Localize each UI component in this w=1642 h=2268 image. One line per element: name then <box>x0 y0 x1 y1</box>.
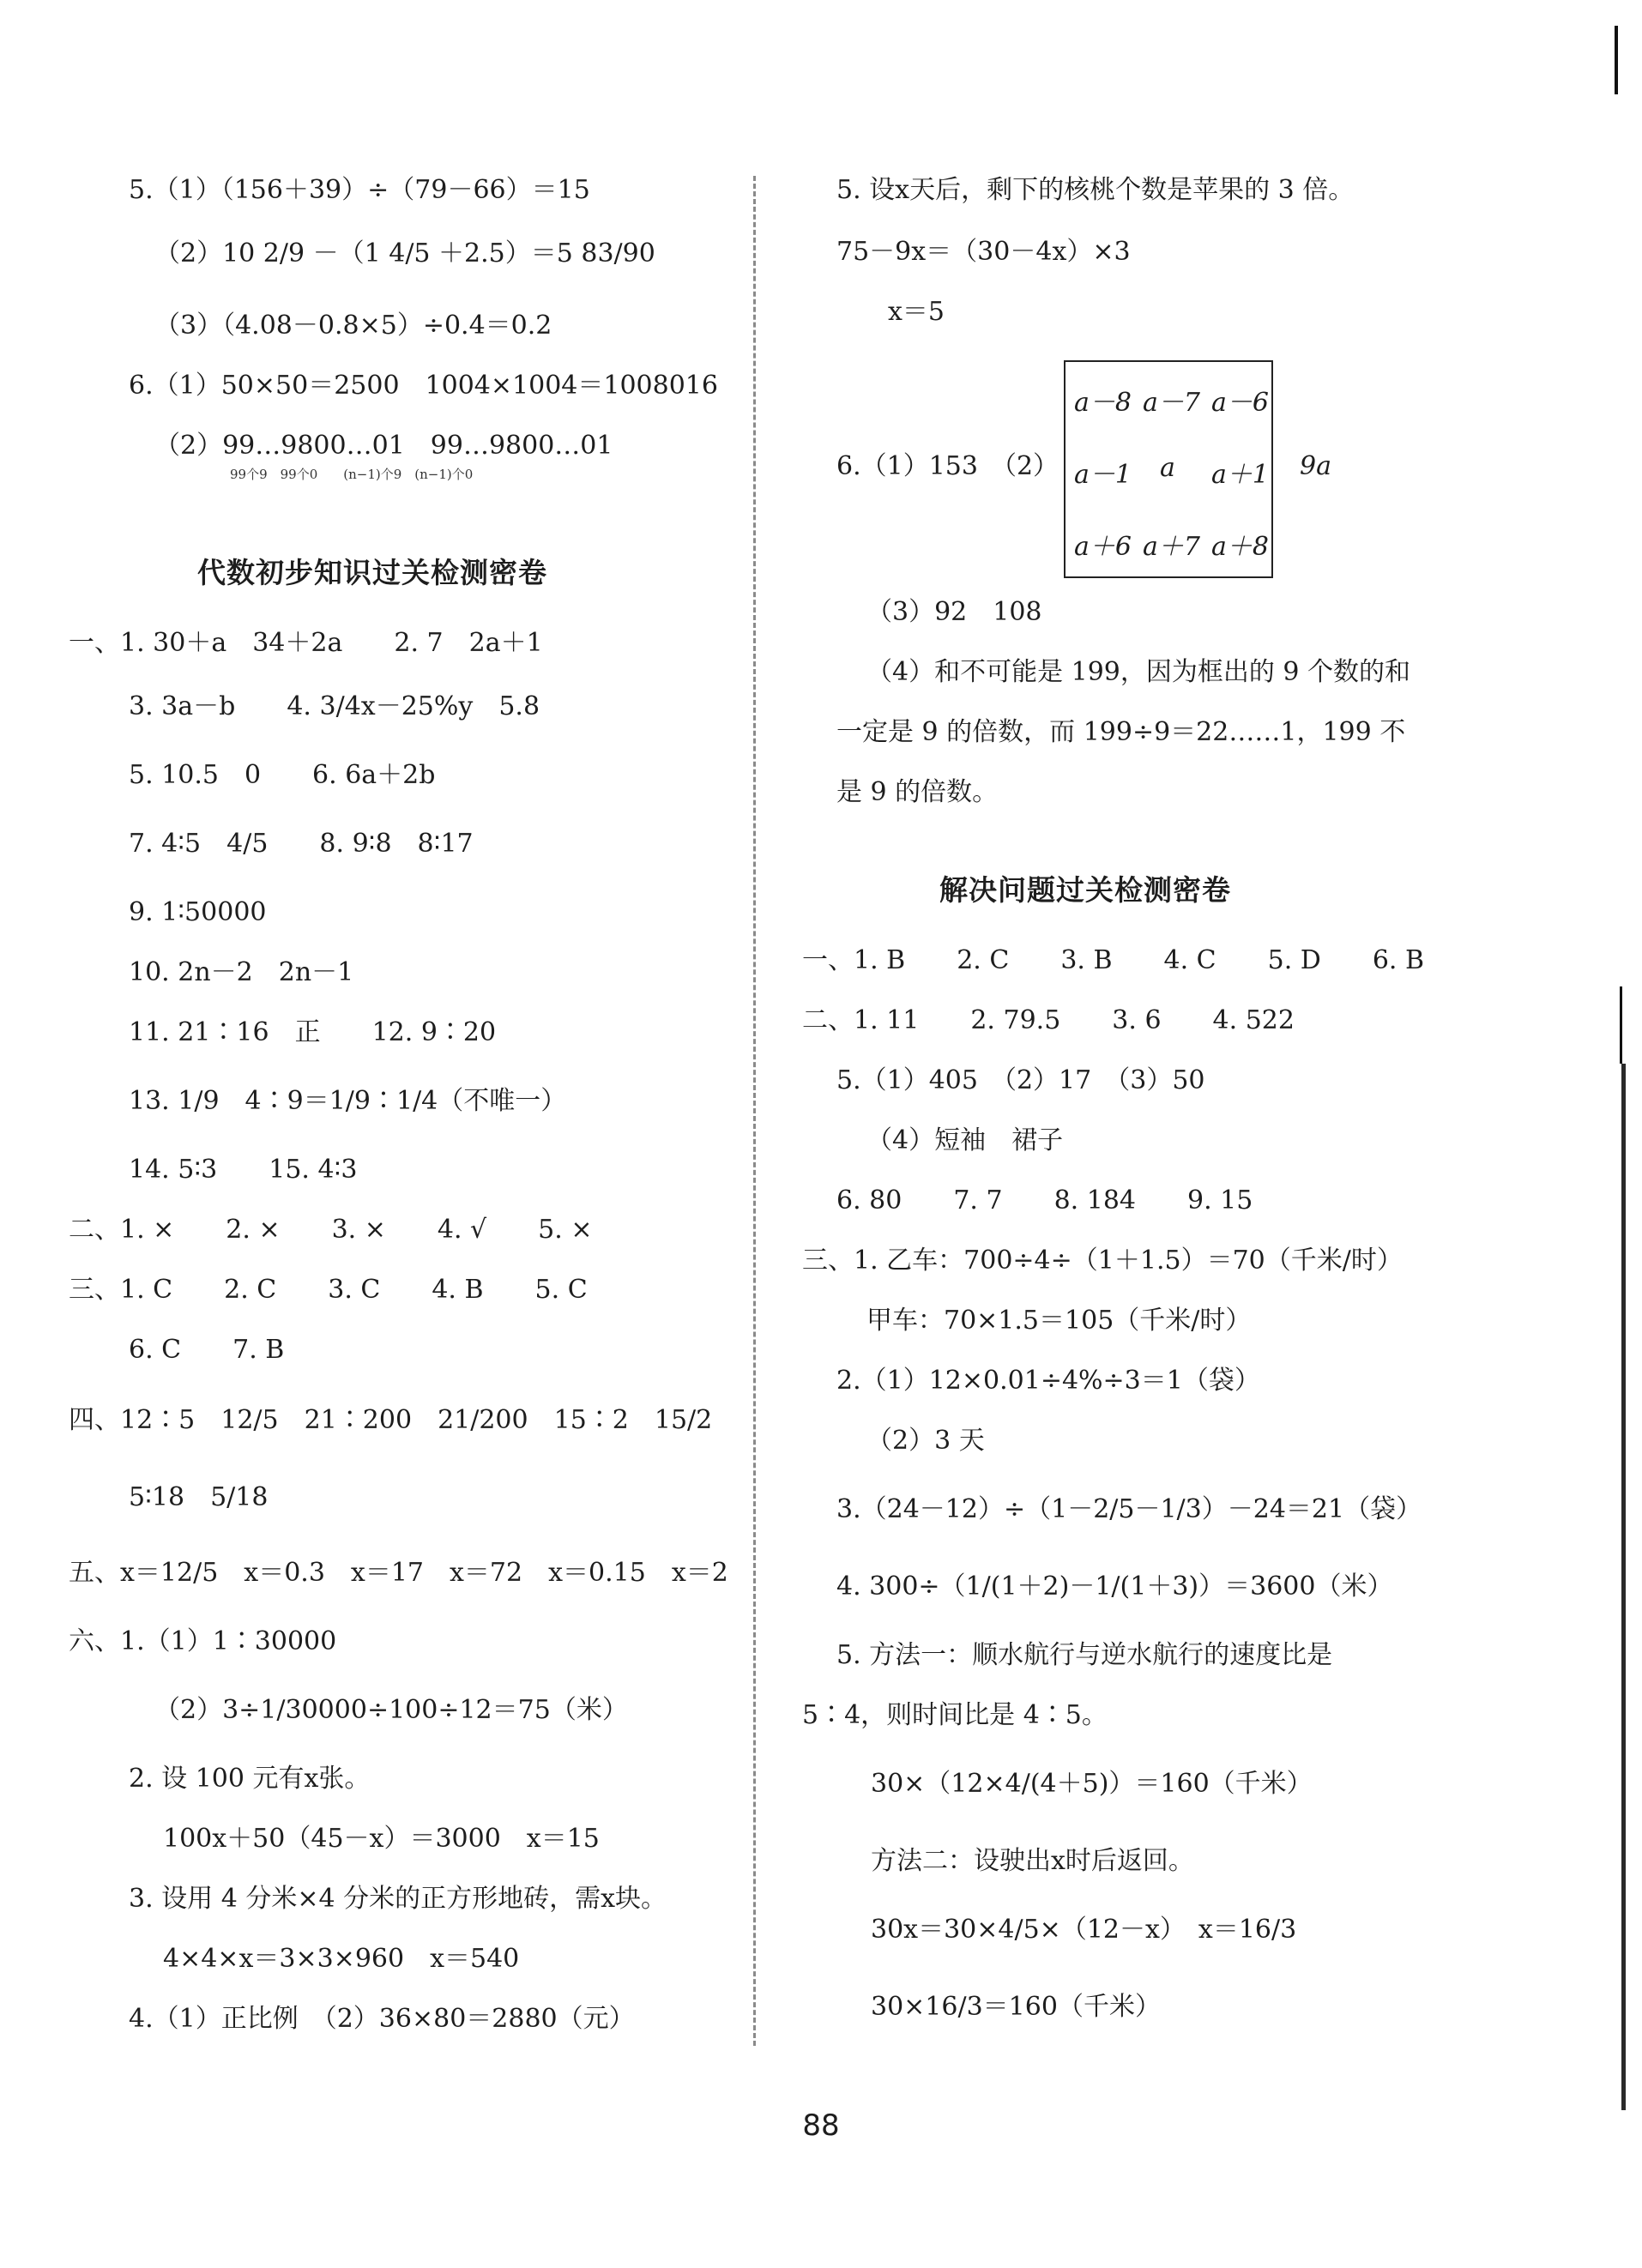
list-item: 5. 设x天后，剩下的核桃个数是苹果的 3 倍。 <box>836 175 1355 205</box>
answer-6-2-underbrace-labels: 99个9 99个0 (n−1)个9 (n−1)个0 <box>230 467 474 482</box>
list-item: 10. 2n－2 2n－1 <box>129 957 354 987</box>
list-item: 11. 21∶16 正 12. 9∶20 <box>129 1017 497 1047</box>
list-item: 3.（24－12）÷（1－2/5－1/3）－24＝21（袋） <box>836 1494 1422 1524</box>
list-item: 2.（1）12×0.01÷4%÷3＝1（袋） <box>836 1366 1260 1396</box>
answer-5-3: （3）（4.08－0.8×5）÷0.4＝0.2 <box>154 311 552 341</box>
answer-5-1: 5.（1）（156＋39）÷（79－66）＝15 <box>129 175 590 205</box>
list-item: 三、1. C 2. C 3. C 4. B 5. C <box>69 1275 588 1305</box>
grid-cell: a－6 <box>1211 388 1269 418</box>
list-item: 是 9 的倍数。 <box>836 777 999 807</box>
list-item: 6. C 7. B <box>129 1335 285 1365</box>
grid-cell: a＋6 <box>1074 532 1132 562</box>
list-item: 5. 10.5 0 6. 6a＋2b <box>129 760 436 790</box>
section-heading-problem-solving: 解决问题过关检测密卷 <box>939 873 1231 907</box>
list-item: 5∶18 5/18 <box>129 1482 269 1512</box>
list-item: 一定是 9 的倍数，而 199÷9＝22……1，199 不 <box>836 717 1406 747</box>
list-item: 一、1. B 2. C 3. B 4. C 5. D 6. B <box>802 945 1425 975</box>
list-item: 二、1. 11 2. 79.5 3. 6 4. 522 <box>802 1005 1295 1035</box>
list-item: 6. 80 7. 7 8. 184 9. 15 <box>836 1185 1253 1215</box>
list-item: 一、1. 30＋a 34＋2a 2. 7 2a＋1 <box>69 628 543 658</box>
section-heading-algebra: 代数初步知识过关检测密卷 <box>197 556 547 589</box>
list-item: （4）和不可能是 199，因为框出的 9 个数的和 <box>866 657 1411 687</box>
grid-cell: a－8 <box>1074 388 1132 418</box>
grid-cell: a－1 <box>1074 460 1132 490</box>
list-item: （2）3÷1/30000÷100÷12＝75（米） <box>154 1695 628 1725</box>
list-item: 9. 1∶50000 <box>129 897 267 927</box>
list-item: 方法二：设驶出x时后返回。 <box>871 1846 1194 1876</box>
list-item: 二、1. × 2. × 3. × 4. √ 5. × <box>69 1215 593 1245</box>
answer-6-2: （2）99…9800…01 99…9800…01 <box>154 431 613 461</box>
grid-cell: a＋8 <box>1211 532 1269 562</box>
scan-edge-mark <box>1620 986 1622 1064</box>
list-item: 30×（12×4/(4＋5)）＝160（千米） <box>871 1769 1313 1799</box>
answer-6-1: 6.（1）50×50＝2500 1004×1004＝1008016 <box>129 371 718 401</box>
list-item: 2. 设 100 元有x张。 <box>129 1764 371 1794</box>
list-item: 14. 5∶3 15. 4∶3 <box>129 1155 358 1185</box>
list-item: 7. 4∶5 4/5 8. 9∶8 8∶17 <box>129 829 474 859</box>
list-item: 30x＝30×4/5×（12－x） x＝16/3 <box>871 1915 1297 1945</box>
grid-cell: a＋1 <box>1211 460 1269 490</box>
list-item: 3. 设用 4 分米×4 分米的正方形地砖，需x块。 <box>129 1884 667 1914</box>
column-divider <box>753 176 756 2046</box>
grid-cell: a＋7 <box>1143 532 1200 562</box>
list-item: 5∶4，则时间比是 4∶5。 <box>802 1700 1108 1730</box>
scan-edge-mark <box>1621 1064 1626 2110</box>
list-item: 100x＋50（45－x）＝3000 x＝15 <box>163 1824 600 1854</box>
list-item: （4）短袖 裙子 <box>866 1125 1064 1155</box>
list-item: 4. 300÷（1/(1＋2)－1/(1＋3)）＝3600（米） <box>836 1571 1393 1601</box>
scan-edge-mark <box>1615 26 1618 94</box>
list-item: 5.（1）405 （2）17 （3）50 <box>836 1065 1205 1095</box>
grid-cell: a <box>1160 453 1175 483</box>
list-item: 甲车：70×1.5＝105（千米/时） <box>866 1306 1252 1336</box>
grid-cell: a－7 <box>1143 388 1200 418</box>
list-item: 3. 3a－b 4. 3/4x－25%y 5.8 <box>129 691 540 721</box>
list-item: 30×16/3＝160（千米） <box>871 1992 1161 2022</box>
list-item: 五、x＝12/5 x＝0.3 x＝17 x＝72 x＝0.15 x＝2 <box>69 1558 728 1588</box>
list-item: 5. 方法一：顺水航行与逆水航行的速度比是 <box>836 1640 1333 1670</box>
list-item: 13. 1/9 4∶9＝1/9∶1/4（不唯一） <box>129 1086 567 1116</box>
list-item: 四、12∶5 12/5 21∶200 21/200 15∶2 15/2 <box>69 1405 713 1435</box>
list-item: 六、1.（1）1∶30000 <box>69 1626 337 1656</box>
number-grid-box <box>1064 360 1273 578</box>
list-item: （3）92 108 <box>866 597 1042 627</box>
list-item: x＝5 <box>888 297 945 327</box>
list-item: 三、1. 乙车：700÷4÷（1＋1.5）＝70（千米/时） <box>802 1246 1403 1276</box>
answer-6-label: 6.（1）153 （2） <box>836 451 1059 481</box>
list-item: 4×4×x＝3×3×960 x＝540 <box>163 1944 520 1974</box>
list-item: 4.（1）正比例 （2）36×80＝2880（元） <box>129 2004 635 2034</box>
list-item: （2）3 天 <box>866 1426 985 1456</box>
list-item: 75－9x＝（30－4x）×3 <box>836 237 1131 267</box>
answer-5-2: （2）10 2/9 －（1 4/5 ＋2.5）＝5 83/90 <box>154 238 655 268</box>
answer-6-sum: 9a <box>1300 451 1331 481</box>
page-number: 88 <box>802 2108 840 2143</box>
